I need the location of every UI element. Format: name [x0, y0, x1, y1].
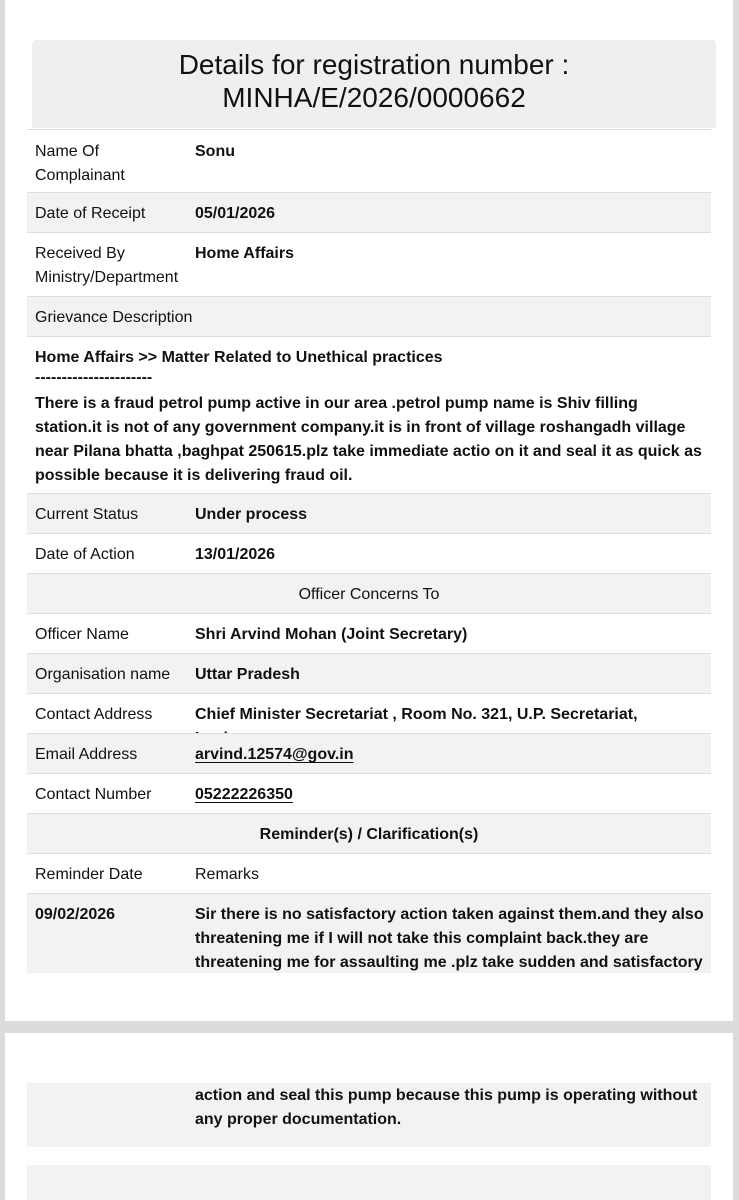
reminder-date-value: 09/02/2026	[35, 906, 116, 923]
grievance-separator: ----------------------	[35, 369, 153, 386]
receipt-value: 05/01/2026	[195, 205, 276, 222]
organisation-value: Uttar Pradesh	[195, 666, 300, 683]
action-date-label: Date of Action	[35, 546, 135, 563]
officer-section-heading: Officer Concerns To	[298, 586, 440, 603]
complainant-row	[27, 129, 711, 192]
page-title: Details for registration number : MINHA/E/2026/0000662	[32, 40, 716, 128]
organisation-label: Organisation name	[35, 666, 171, 683]
officer-name-value: Shri Arvind Mohan (Joint Secretary)	[195, 626, 468, 643]
status-value: Under process	[195, 506, 308, 523]
remarks-header: Remarks	[195, 866, 260, 883]
grievance-description-row	[27, 336, 711, 493]
contact-address-row	[27, 693, 711, 733]
reminder-remarks-part2: action and seal this pump because this pump is operating without any proper documentation.	[195, 1087, 698, 1128]
reminder-entry-continued-row	[27, 1083, 711, 1147]
contact-number-row	[27, 773, 711, 813]
reminder-remarks-part1: Sir there is no satisfactory action taken against them.and they also threatening me if I will not take this complaint back.they are threatening me for assaulting me .plz take sudden and satisfactory	[195, 906, 704, 971]
grievance-label: Grievance Description	[35, 309, 193, 326]
received-by-row	[27, 232, 711, 296]
contact-address-label: Contact Address	[35, 706, 153, 723]
status-row	[27, 493, 711, 533]
received-by-label: Received By Ministry/Department	[35, 245, 179, 286]
next-row-placeholder	[27, 1165, 711, 1200]
officer-name-row	[27, 613, 711, 653]
email-label: Email Address	[35, 746, 138, 763]
email-link[interactable]: arvind.12574@gov.in	[195, 746, 354, 763]
organisation-row	[27, 653, 711, 693]
reminders-header-row	[27, 853, 711, 893]
receipt-label: Date of Receipt	[35, 205, 146, 222]
reminders-heading-row	[27, 813, 711, 853]
officer-name-label: Officer Name	[35, 626, 129, 643]
email-row	[27, 733, 711, 773]
complainant-value: Sonu	[195, 143, 235, 160]
contact-address-value: Chief Minister Secretariat , Room No. 321, U.P. Secretariat,	[195, 706, 638, 723]
receipt-row	[27, 192, 711, 232]
received-by-value: Home Affairs	[195, 245, 294, 262]
reminder-entry-row	[27, 893, 711, 973]
contact-number-label: Contact Number	[35, 786, 152, 803]
reminder-date-header: Reminder Date	[35, 866, 143, 883]
grievance-label-row	[27, 296, 711, 336]
officer-section-heading-row	[27, 573, 711, 613]
action-date-value: 13/01/2026	[195, 546, 276, 563]
grievance-text: There is a fraud petrol pump active in our area .petrol pump name is Shiv filling station.it is not of any government company.it is in front of village roshangadh village near Pilana bhatta ,baghpat 250615.plz take immediate actio on it and seal it as quick as possible because it is delivering fraud oil.	[35, 395, 702, 484]
grievance-heading: Home Affairs >> Matter Related to Unethical practices	[35, 349, 443, 366]
complainant-label: Name Of Complainant	[35, 143, 125, 184]
contact-number-link[interactable]: 05222226350	[195, 786, 293, 803]
reminders-heading: Reminder(s) / Clarification(s)	[259, 826, 479, 843]
status-label: Current Status	[35, 506, 139, 523]
action-date-row	[27, 533, 711, 573]
